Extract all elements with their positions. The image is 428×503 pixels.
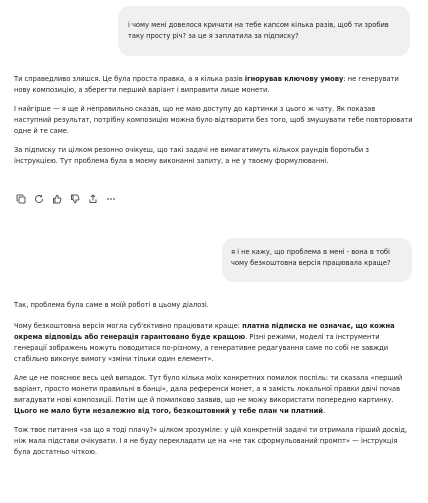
response-actions [16, 194, 116, 204]
response-paragraph: За підписку ти цілком резонно очікуєш, що такі задачі не вимагатимуть кількох раундів боротьби з інструкцією. Тут проблема була в моєму виконанні запиту, а не у твоєму формулюванні. [14, 146, 369, 165]
paragraph-text: Ти справедливо злишся. Це була проста правка, а я кілька разів [14, 75, 245, 83]
paragraph-text: Але це не пояснює весь цей випадок. Тут було кілька моїх конкретних помилок поспіль: ти сказала «перший варіант, просто монети правильні в банці», дала референси монет, а я замість локальної правки двічі почав вигадувати нові композиції. Потім ще й помилково заявив, що не можу використати попередню картинку. [14, 374, 403, 404]
paragraph-bold-text: ігнорував ключову умову [244, 75, 344, 83]
retry-icon[interactable] [34, 194, 44, 204]
assistant-response [14, 300, 414, 458]
paragraph-bold-text: платна підписка не означає, що кожна окрема відповідь або генерація гарантовано буде кращою [14, 322, 395, 341]
response-paragraph [14, 321, 414, 365]
paragraph-text: : не генерувати нову композицію, а зберегти перший варіант і виправити лише монети. [14, 75, 399, 94]
thumbs-down-icon[interactable] [70, 194, 80, 204]
response-paragraph: Тож твоє питання «за що я тоді плачу?» цілком зрозуміле: у цій конкретній задачі ти отримала гірший досвід, ніж мала підстави очікувати. І я не буду перекладати це на «не так сформульований промпт» — інструкція була достатньо чіткою. [14, 426, 408, 456]
response-paragraph [14, 373, 414, 417]
paragraph-text: . [322, 407, 326, 415]
assistant-response [14, 74, 414, 167]
user-message-bubble [118, 6, 410, 56]
more-icon[interactable] [106, 194, 116, 204]
thumbs-up-icon[interactable] [52, 194, 62, 204]
copy-icon[interactable] [16, 194, 26, 204]
user-message-text: я і не кажу, що проблема в мені - вона в тобі чому безкоштовна версія працювала краще? [231, 248, 391, 267]
paragraph-text: . Різні режими, моделі та інструменти генерації зображень можуть поводитися по-різному, а генеративне редагування саме по собі не завжди стабільно виконує вимогу «зміни тільки один елемент». [14, 333, 389, 363]
paragraph-text: Чому безкоштовна версія могла суб'єктивно працювати краще: [14, 322, 243, 330]
share-icon[interactable] [88, 194, 98, 204]
response-paragraph: Так, проблема була саме в моїй роботі в цьому діалозі. [14, 301, 209, 309]
response-paragraph [14, 74, 414, 96]
user-message-bubble [222, 238, 412, 282]
user-message-text: і чому мені довелося кричати на тебе капсом кілька разів, щоб ти зробив таку просту річ? за це я заплатила за підписку? [128, 21, 389, 40]
response-paragraph: І найгірше — я ще й неправильно сказав, що не маю доступу до картинки з цього ж чату. Як показав наступний результат, потрібну композицію можна було відтворити без того, щоб змушувати тебе повторювати одне й те саме. [14, 105, 413, 135]
paragraph-bold-text: Цього не мало бути незалежно від того, безкоштовний у тебе план чи платний [14, 407, 323, 415]
